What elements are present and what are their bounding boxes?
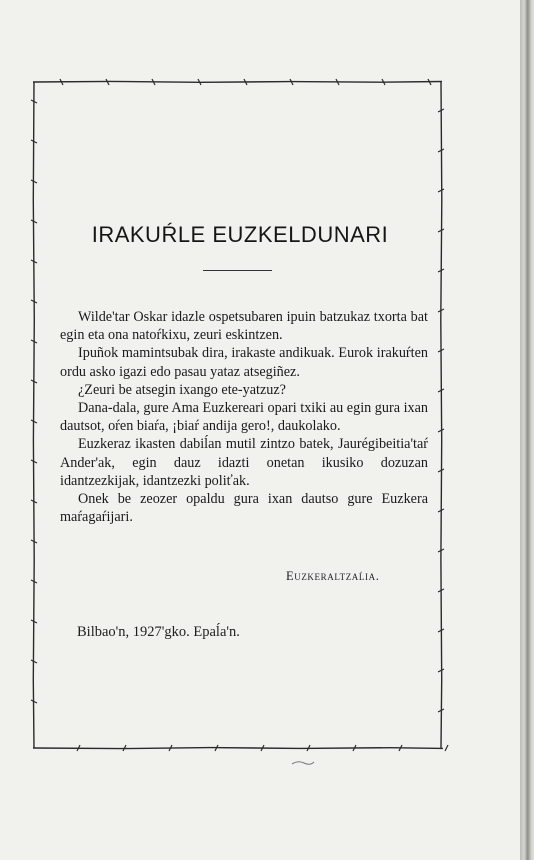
- ink-smudge: [290, 758, 316, 768]
- title-rule: [203, 270, 272, 271]
- dedication-text: [60, 308, 428, 526]
- border-tick: [438, 189, 444, 192]
- paragraph: Wilde'tar Oskar idazle ospetsubaren ipuin batzukaz txorta bat egin eta ona natoŕkixu, zeuri eskintzen.: [60, 309, 428, 344]
- paragraph: ¿Zeuri be atsegin ixango ete-yatzuz?: [78, 381, 286, 398]
- paragraph: Onek be zeozer opaldu gura ixan dautso gure Euzkera maŕagaŕijari.: [60, 491, 428, 526]
- paragraph: Ipuñok mamintsubak dira, irakaste andikuak. Eurok irakuŕten ordu asko igazi edo pasau yataz atsegiñez.: [60, 345, 428, 380]
- signature: Euzkeraltzaĺia.: [286, 569, 380, 583]
- page-title: IRAKUŔLE EUZKELDUNARI: [91, 222, 389, 247]
- paragraph: Euzkeraz ikasten dabiĺan mutil zintzo batek, Jaurégibeitia'taŕ Ander'ak, egin dauz idazti onetan ikusiko dozuzan idantzezkijak, idantzezki poliťak.: [60, 436, 428, 489]
- border-tick: [445, 745, 448, 751]
- paragraph: Dana-dala, gure Ama Euzkereari opari txiki au egin gura ixan dautsot, oŕen biaŕa, ¡biaŕ andija gero!, daukolako.: [60, 400, 428, 435]
- place-date: Bilbao'n, 1927'gko. Epaĺa'n.: [77, 624, 240, 640]
